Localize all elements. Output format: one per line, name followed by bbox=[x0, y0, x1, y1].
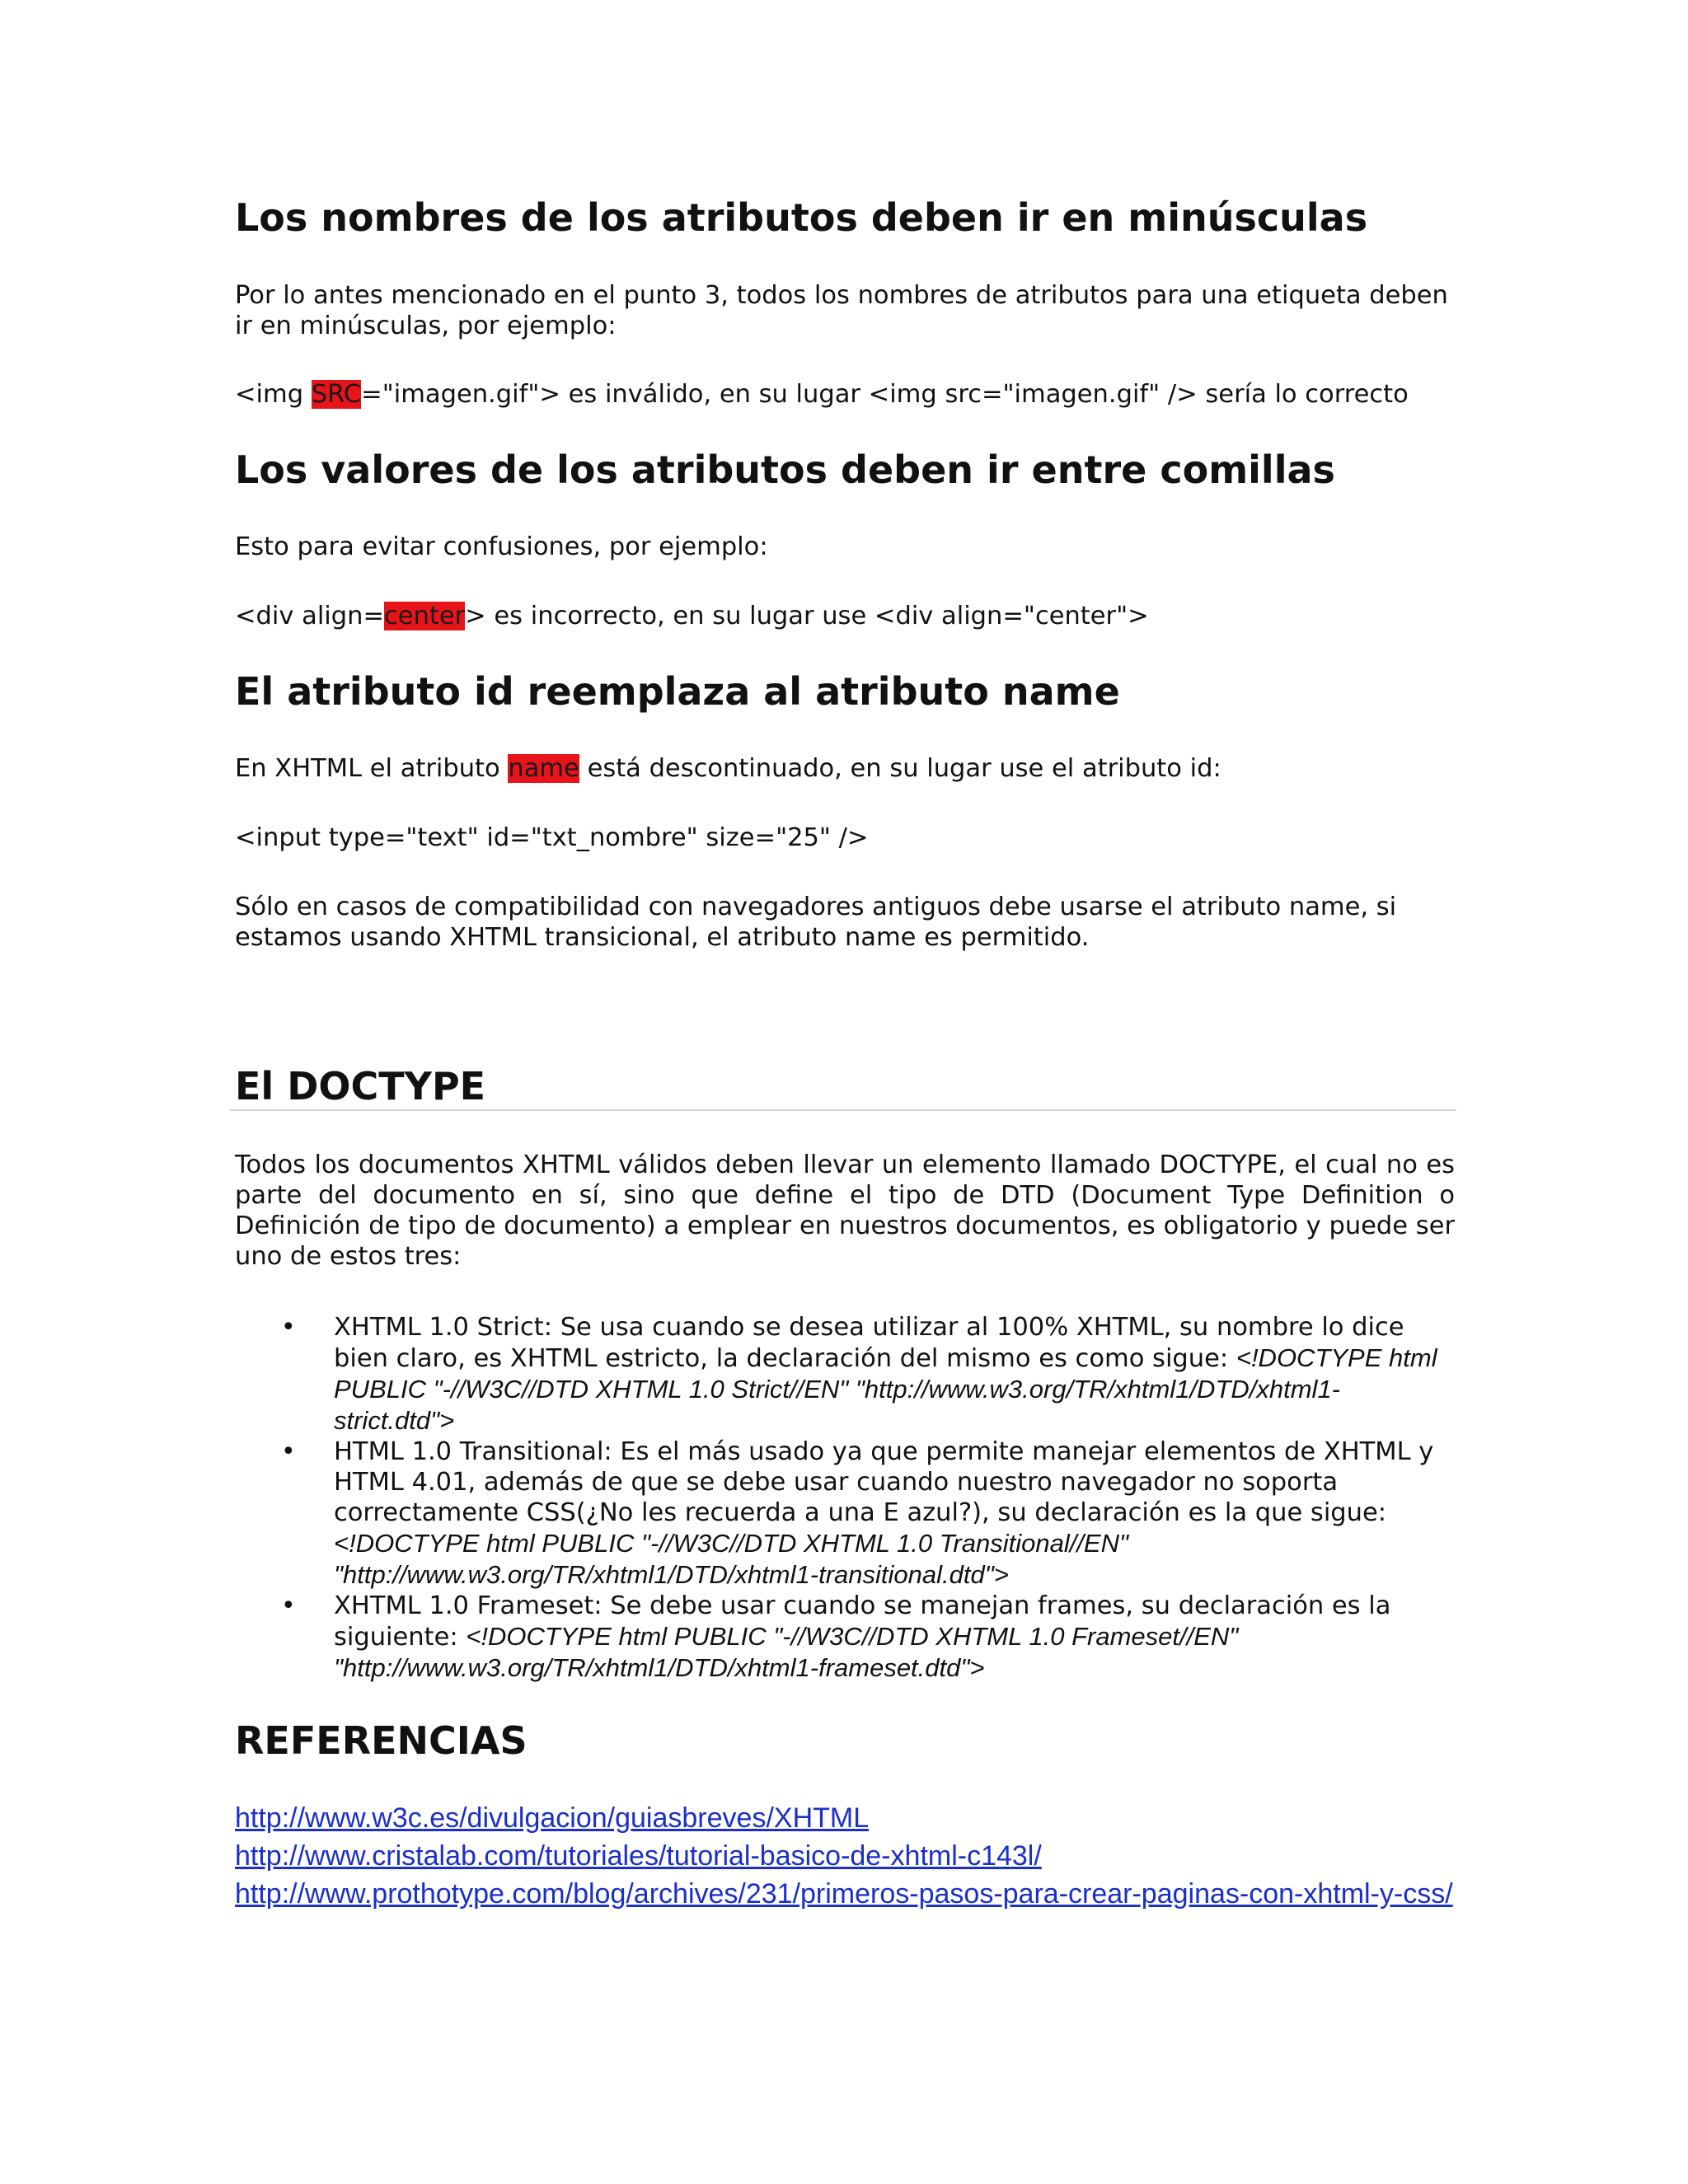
list-item bbox=[235, 1312, 1455, 1436]
heading-references: REFERENCIAS bbox=[235, 1718, 528, 1763]
example-img-src-post: ="imagen.gif"> es inválido, en su lugar <img src="imagen.gif" /> sería lo correcto bbox=[361, 380, 1409, 409]
paragraph-doctype: Todos los documentos XHTML válidos deben llevar un elemento llamado DOCTYPE, el cual no es parte del documento en sí, sino que define el tipo de DTD (Document Type Definition o Definición de tipo de documento) a emplear en nuestros documentos, es obligatorio y puede ser uno de estos tres: bbox=[235, 1151, 1455, 1271]
list-item bbox=[235, 1436, 1455, 1591]
reference-link[interactable]: http://www.cristalab.com/tutoriales/tutorial-basico-de-xhtml-c143l/ bbox=[235, 1840, 1042, 1872]
bullet-icon: • bbox=[281, 1591, 296, 1620]
bullet-icon: • bbox=[281, 1437, 296, 1466]
example-div-align bbox=[235, 601, 1455, 631]
paragraph-name-deprecated bbox=[235, 753, 1455, 784]
example-img-src bbox=[235, 379, 1455, 410]
list-item-code: <!DOCTYPE html PUBLIC "-//W3C//DTD XHTML 1.0 Transitional//EN" "http://www.w3.org/TR/xhtml1/DTD/xhtml1-transitional.dtd"> bbox=[334, 1529, 1128, 1589]
paragraph-name-deprecated-post: está descontinuado, en su lugar use el atributo id: bbox=[579, 754, 1221, 783]
bullet-icon: • bbox=[281, 1313, 296, 1342]
highlight-src: SRC bbox=[311, 380, 362, 409]
list-item-code: <!DOCTYPE html PUBLIC "-//W3C//DTD XHTML 1.0 Frameset//EN" "http://www.w3.org/TR/xhtml1/DTD/xhtml1-frameset.dtd"> bbox=[334, 1622, 1239, 1682]
paragraph-attribute-names: Por lo antes mencionado en el punto 3, todos los nombres de atributos para una etiqueta deben ir en minúsculas, por ejemplo: bbox=[235, 281, 1448, 340]
paragraph-name-deprecated-pre: En XHTML el atributo bbox=[235, 754, 509, 783]
paragraph-avoid-confusion: Esto para evitar confusiones, por ejemplo: bbox=[235, 532, 768, 561]
highlight-center: center bbox=[384, 602, 466, 630]
example-input-id: <input type="text" id="txt_nombre" size="25" /> bbox=[235, 823, 869, 852]
example-img-src-pre: <img bbox=[235, 380, 312, 409]
heading-doctype: El DOCTYPE bbox=[235, 1064, 486, 1108]
list-item-text: HTML 1.0 Transitional: Es el más usado ya que permite manejar elementos de XHTML y HTML 4.01, además de que se debe usar cuando nuestro navegador no soporta correctamente CSS(¿No les recuerda a una E azul?), su declaración es la que sigue: bbox=[334, 1437, 1434, 1527]
doctype-list bbox=[235, 1312, 1455, 1684]
references-list bbox=[235, 1799, 1455, 1913]
list-item-text: XHTML 1.0 Strict: Se usa cuando se desea utilizar al 100% XHTML, su nombre lo dice bien claro, es XHTML estricto, la declaración del mismo es como sigue: bbox=[334, 1313, 1404, 1373]
list-item bbox=[235, 1591, 1455, 1684]
list-item-code: <!DOCTYPE html PUBLIC "-//W3C//DTD XHTML 1.0 Strict//EN" "http://www.w3.org/TR/xhtml1/DTD/xhtml1-strict.dtd"> bbox=[334, 1343, 1437, 1435]
paragraph-compatibility-note: Sólo en casos de compatibilidad con navegadores antiguos debe usarse el atributo name, si estamos usando XHTML transicional, el atributo name es permitido. bbox=[235, 893, 1397, 952]
list-item-text: XHTML 1.0 Frameset: Se debe usar cuando se manejan frames, su declaración es la siguiente: bbox=[334, 1591, 1391, 1652]
reference-link[interactable]: http://www.w3c.es/divulgacion/guiasbreves/XHTML bbox=[235, 1802, 870, 1834]
heading-attribute-names-lowercase: Los nombres de los atributos deben ir en minúsculas bbox=[235, 195, 1368, 240]
heading-divider bbox=[230, 1109, 1456, 1111]
reference-link[interactable]: http://www.prothotype.com/blog/archives/231/primeros-pasos-para-crear-paginas-con-xhtml-y-css/ bbox=[235, 1878, 1453, 1910]
heading-id-replaces-name: El atributo id reemplaza al atributo name bbox=[235, 669, 1120, 714]
example-div-align-pre: <div align= bbox=[235, 602, 385, 630]
heading-attribute-values-quotes: Los valores de los atributos deben ir entre comillas bbox=[235, 448, 1335, 492]
example-div-align-post: > es incorrecto, en su lugar use <div align="center"> bbox=[465, 602, 1149, 630]
highlight-name: name bbox=[508, 754, 579, 783]
